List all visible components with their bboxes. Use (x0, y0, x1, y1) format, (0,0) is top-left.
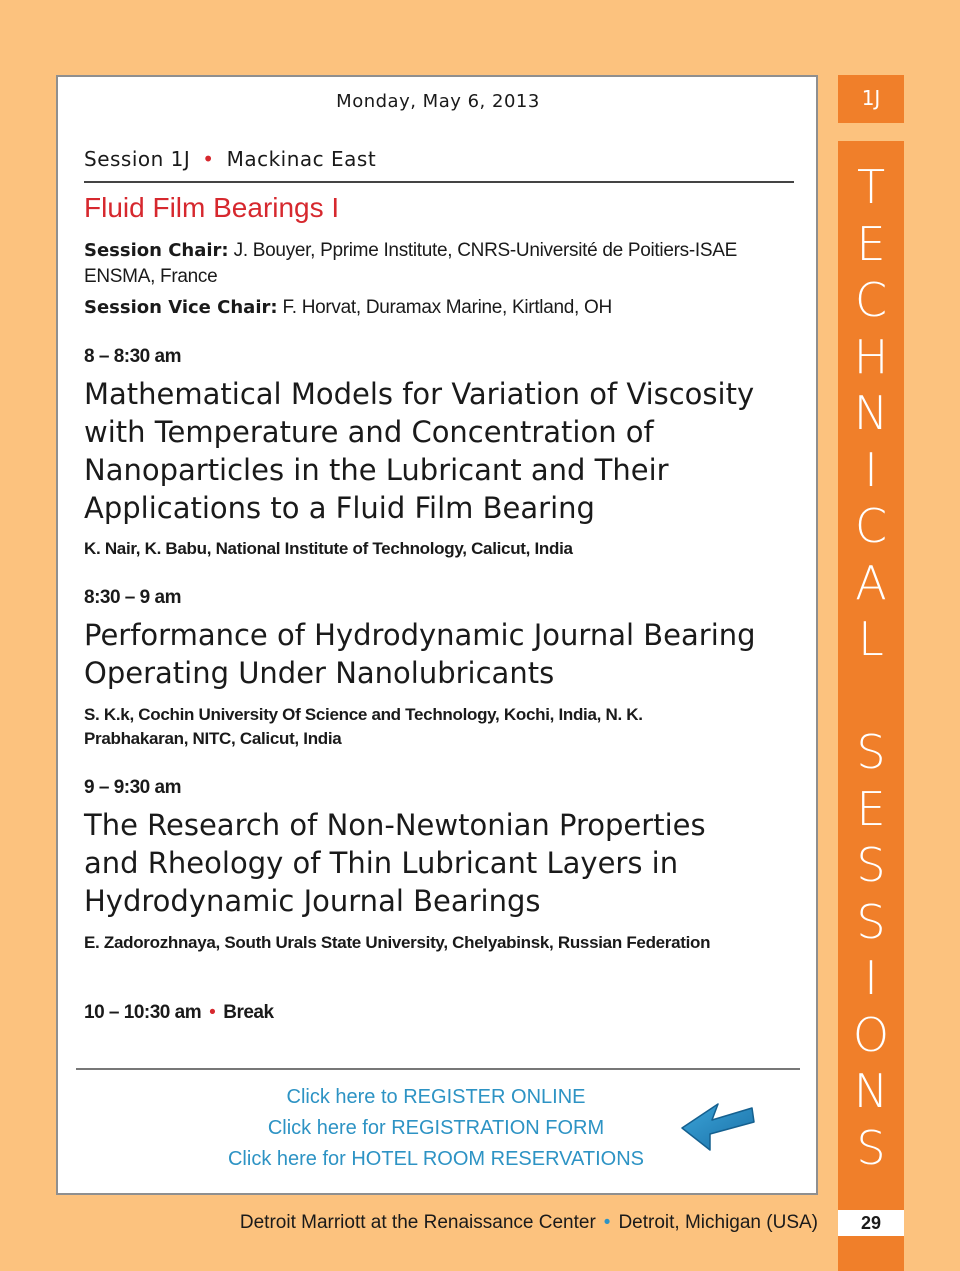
vertical-title-letter: S (856, 894, 886, 949)
session-chair-label: Session Chair: (84, 240, 229, 261)
break-row (84, 1002, 274, 1024)
session-room: Mackinac East (226, 147, 377, 171)
talk-title: Performance of Hydrodynamic Journal Bearing Operating Under Nanolubricants (84, 618, 756, 690)
separator-dot: • (603, 1212, 611, 1233)
vertical-title-letter: N (853, 1064, 889, 1118)
vertical-title-letter: S (856, 1120, 886, 1175)
vertical-title-space (838, 668, 904, 725)
hotel-reservations-link[interactable]: Click here for HOTEL ROOM RESERVATIONS (227, 1148, 644, 1170)
links-divider (76, 1068, 800, 1070)
vertical-title-letter: L (858, 612, 884, 666)
page-number: 29 (838, 1210, 904, 1236)
register-online-link[interactable]: Click here to REGISTER ONLINE (286, 1086, 586, 1108)
vertical-title-letter: H (853, 329, 889, 384)
vertical-title-letter: O (852, 1007, 890, 1062)
session-date: Monday, May 6, 2013 (336, 91, 540, 112)
vertical-title-letter: N (853, 386, 889, 440)
talk-title: The Research of Non-Newtonian Properties and Rheology of Thin Lubricant Layers in Hydrodynamic Journal Bearings (84, 808, 706, 918)
vertical-title-letter: S (856, 838, 886, 892)
footer-venue: Detroit Marriott at the Renaissance Center (239, 1212, 596, 1233)
vertical-section-title (838, 159, 904, 1176)
session-title: Fluid Film Bearings I (84, 192, 340, 223)
vertical-title-letter: A (855, 555, 887, 610)
talk-time: 8 – 8:30 am (84, 346, 181, 367)
vertical-title-letter: C (854, 499, 888, 553)
talk-authors: E. Zadorozhnaya, South Urals State University, Chelyabinsk, Russian Federation (84, 933, 711, 952)
talk-time: 9 – 9:30 am (84, 777, 181, 798)
talk-authors: S. K.k, Cochin University Of Science and Technology, Kochi, India, N. K. Prabhakaran, NITC, Calicut, India (84, 705, 643, 748)
section-sidebar (838, 141, 904, 1271)
session-header (84, 147, 376, 171)
break-time: 10 – 10:30 am (84, 1002, 202, 1023)
vertical-title-letter: I (864, 951, 878, 1005)
header-divider (84, 181, 794, 183)
separator-dot: • (202, 147, 215, 171)
program-panel (56, 75, 818, 1195)
session-chair (84, 238, 784, 290)
session-code: Session 1J (84, 147, 191, 171)
blue-arrow-pointing-left-icon (676, 1090, 758, 1154)
session-vice-chair (84, 295, 784, 321)
session-vice-chair-value: F. Horvat, Duramax Marine, Kirtland, OH (282, 297, 612, 318)
session-tab: 1J (838, 75, 904, 123)
vertical-title-letter: E (856, 781, 886, 836)
vertical-title-letter: I (864, 442, 878, 497)
break-label: Break (223, 1002, 274, 1023)
registration-form-link[interactable]: Click here for REGISTRATION FORM (267, 1117, 605, 1139)
vertical-title-letter: C (854, 273, 888, 327)
session-chair-value: J. Bouyer, Pprime Institute, CNRS-Université de Poitiers-ISAE ENSMA, France (84, 240, 737, 287)
vertical-title-letter: T (856, 160, 886, 214)
separator-dot: • (209, 1002, 216, 1023)
vertical-title-letter: E (856, 216, 886, 271)
footer-location: Detroit, Michigan (USA) (618, 1212, 818, 1233)
vertical-title-letter: S (856, 725, 886, 779)
talk-time: 8:30 – 9 am (84, 587, 181, 608)
footer (240, 1210, 818, 1236)
session-vice-chair-label: Session Vice Chair: (84, 297, 278, 318)
talk-title: Mathematical Models for Variation of Viscosity with Temperature and Concentration of Nanoparticles in the Lubricant and Their Applications to a Fluid Film Bearing (84, 377, 755, 525)
talk-authors: K. Nair, K. Babu, National Institute of Technology, Calicut, India (84, 539, 573, 558)
